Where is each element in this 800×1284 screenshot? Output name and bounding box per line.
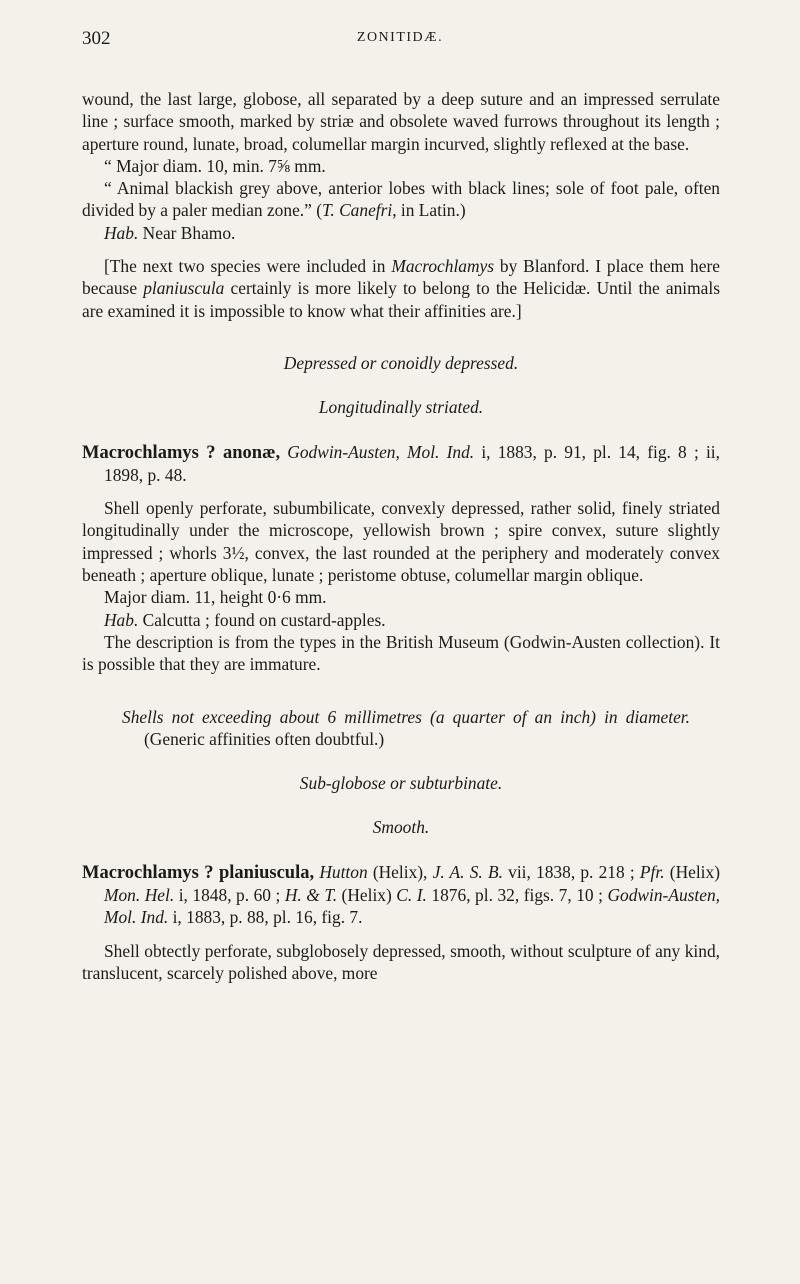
species2-authority: Hutton <box>319 861 368 882</box>
species2-cit2: vii, 1838, p. 218 ; <box>502 861 640 882</box>
species2-mon: Mon. Hel. <box>104 885 175 906</box>
page-body <box>82 88 720 984</box>
species-habitat-label: Hab. <box>104 609 139 630</box>
page-header <box>82 28 718 52</box>
species-remark: The description is from the types in the British Museum (Godwin-Austen collection). It is possible that they are immature. <box>82 631 720 675</box>
species-genus: Macrochlamys ? <box>82 442 216 463</box>
species-citation: i, 1883, p. 91, pl. 14, fig. 8 ; ii, 1898, p. 48. <box>104 441 720 485</box>
species-authority: Godwin-Austen, Mol. Ind. <box>287 441 475 462</box>
species2-ht: H. & T. <box>284 885 338 906</box>
note-species: planiuscula <box>143 278 225 299</box>
species-description: Shell openly perforate, subumbilicate, convexly depressed, rather solid, finely striated longitudinally under the microscope, yellowish brown ; spire convex, suture slightly impressed ; whorls 3½, convex, the last rounded at the periphery and moderately convex beneath ; aperture oblique, lunate ; peristome obtuse, columellar margin oblique. <box>82 498 720 586</box>
editorial-note <box>82 255 720 322</box>
species2-journal: J. A. S. B. <box>432 861 503 882</box>
species-habitat-text: Calcutta ; found on custard-apples. <box>138 609 386 630</box>
running-title: ZONITIDÆ. <box>356 30 444 45</box>
species-entry-planiuscula <box>82 861 720 929</box>
species2-pfr: Pfr. <box>639 861 665 882</box>
animal-quote-after: , in Latin.) <box>392 200 466 221</box>
species2-cit6: 1876, pl. 32, figs. 7, 10 ; <box>426 885 608 906</box>
continuation-paragraph: wound, the last large, globose, all separated by a deep suture and an impressed serrulate line ; surface smooth, marked by striæ and obsolete waved furrows throughout its length ; aperture round, lunate, broad, columellar margin incurved, slightly reflexed at the base. <box>82 89 720 154</box>
note-part-c: certainly is more likely to belong to the Helicidæ. Until the animals are examined it is impossible to know what their affinities are.] <box>82 278 720 321</box>
note-part-b: by Blanford. I place them here because <box>82 256 720 299</box>
note-genus: Macrochlamys <box>391 256 495 277</box>
subglobose-heading: Sub-globose or subturbinate. <box>299 773 503 794</box>
species2-cit5: (Helix) <box>337 885 397 906</box>
species-name: anonæ, <box>215 442 281 463</box>
species2-description: Shell obtectly perforate, subglobosely depressed, smooth, without sculpture of any kind, translucent, scarcely polished above, more <box>82 940 720 983</box>
page-number: 302 <box>82 28 111 49</box>
species2-genus: Macrochlamys ? <box>82 862 214 883</box>
measurement-quote: “ Major diam. 10, min. 7⅝ mm. <box>104 155 326 176</box>
species2-ga: Godwin-Austen, Mol. Ind. <box>104 885 720 928</box>
size-heading-italic: Shells not exceeding about 6 millimetres (a quarter of an inch) in diameter. <box>122 706 690 727</box>
size-section-heading <box>82 706 720 751</box>
species2-name: planiuscula, <box>213 862 315 883</box>
habitat-line <box>82 222 720 244</box>
species2-cit1: (Helix), <box>367 861 433 882</box>
section-heading: Depressed or conoidly depressed. <box>283 352 519 373</box>
habitat-label: Hab. <box>104 222 139 243</box>
animal-quote-author: T. Canefri <box>322 200 393 221</box>
species-habitat <box>82 609 720 631</box>
size-heading-plain: (Generic affinities often doubtful.) <box>144 728 385 749</box>
section-subheading: Longitudinally striated. <box>318 397 484 418</box>
note-part-a: [The next two species were included in <box>104 256 392 277</box>
habitat-text: Near Bhamo. <box>138 222 236 243</box>
species-measurement: Major diam. 11, height 0·6 mm. <box>104 587 327 608</box>
species2-ci: C. I. <box>396 885 427 906</box>
species2-cit3: (Helix) <box>664 861 720 882</box>
species2-cit4: i, 1848, p. 60 ; <box>174 885 285 906</box>
species2-cit7: i, 1883, p. 88, pl. 16, fig. 7. <box>168 907 363 928</box>
animal-description <box>82 177 720 222</box>
animal-quote-text: “ Animal blackish grey above, anterior lobes with black lines; sole of foot pale, often divided by a paler median zone.” ( <box>82 178 720 221</box>
smooth-heading: Smooth. <box>372 817 430 838</box>
species-entry-anonae <box>82 441 720 487</box>
